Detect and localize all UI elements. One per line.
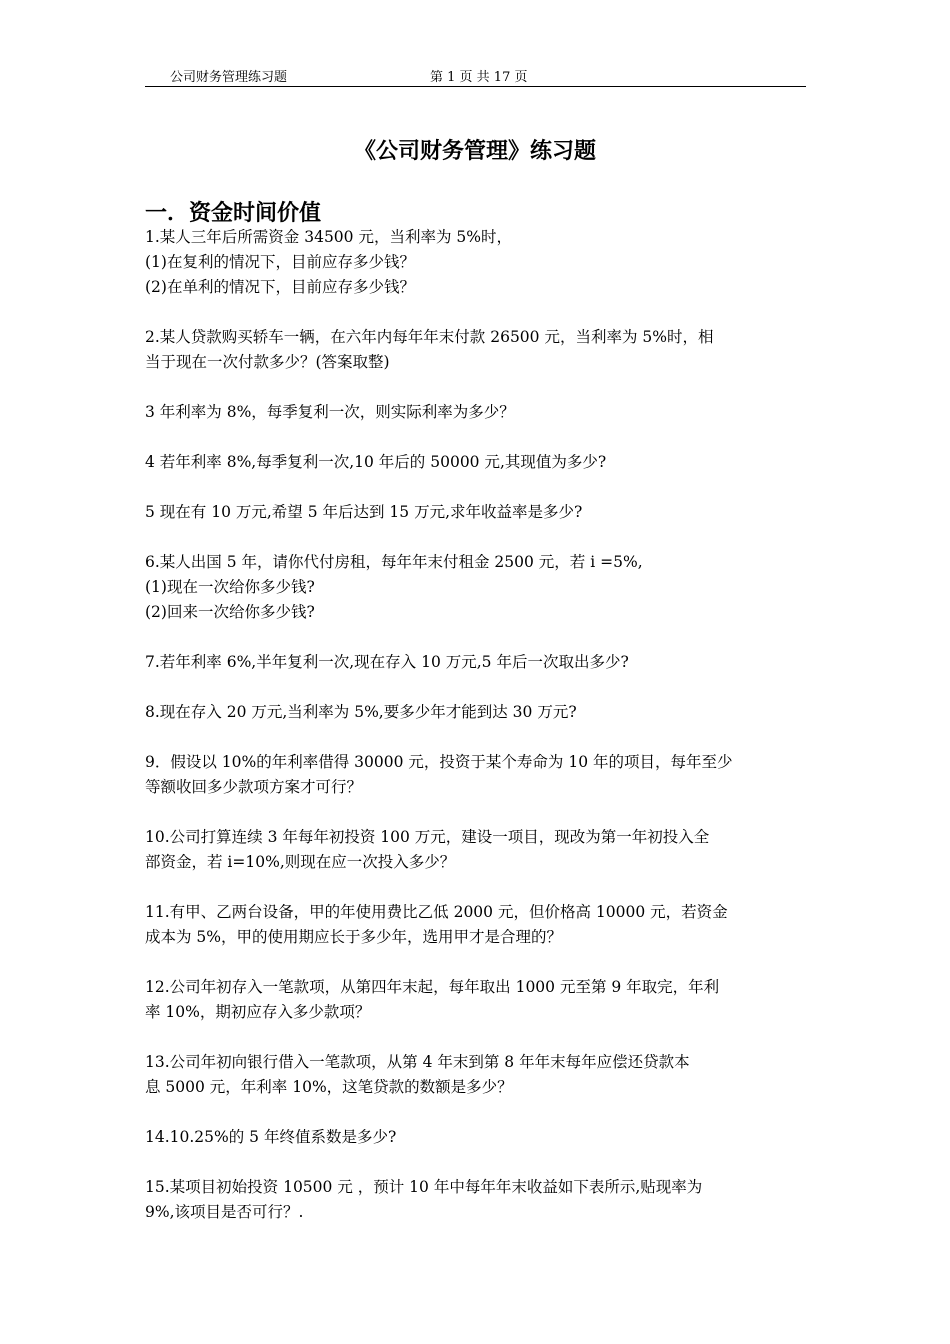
question-line: (1)在复利的情况下，目前应存多少钱？ <box>145 253 415 271</box>
question-line: (2)在单利的情况下，目前应存多少钱？ <box>145 278 415 296</box>
question-item <box>145 325 810 375</box>
section-heading: 一．资金时间价值 <box>145 201 322 226</box>
question-line: 11.有甲、乙两台设备，甲的年使用费比乙低 2000 元，但价格高 10000 元，若资金 <box>145 903 728 921</box>
question-line: 14.10.25%的 5 年终值系数是多少? <box>145 1128 397 1146</box>
question-item <box>145 500 810 525</box>
question-line: 10.公司打算连续 3 年每年初投资 100 万元，建设一项目，现改为第一年初投入全 <box>145 828 710 846</box>
question-item <box>145 225 810 300</box>
document-title: 《公司财务管理》练习题 <box>353 139 596 164</box>
question-line: 息 5000 元，年利率 10%，这笔贷款的数额是多少？ <box>145 1078 513 1096</box>
question-item <box>145 450 810 475</box>
question-item <box>145 750 810 800</box>
question-line: 13.公司年初向银行借入一笔款项，从第 4 年末到第 8 年年末每年应偿还贷款本 <box>145 1053 690 1071</box>
question-line: 率 10%，期初应存入多少款项？ <box>145 1003 371 1021</box>
question-line: 3 年利率为 8%，每季复利一次，则实际利率为多少？ <box>145 403 515 421</box>
question-line: 5 现在有 10 万元,希望 5 年后达到 15 万元,求年收益率是多少? <box>145 503 583 521</box>
question-line: 15.某项目初始投资 10500 元 ，预计 10 年中每年年末收益如下表所示,贴现率为 <box>145 1178 703 1196</box>
question-line: 9%,该项目是否可行？. <box>145 1203 304 1221</box>
question-item <box>145 550 810 625</box>
question-line: 6.某人出国 5 年，请你代付房租，每年年末付租金 2500 元，若 i =5%, <box>145 553 643 571</box>
question-line: 当于现在一次付款多少？(答案取整) <box>145 353 390 371</box>
question-line: 成本为 5%，甲的使用期应长于多少年，选用甲才是合理的？ <box>145 928 563 946</box>
question-line: 部资金，若 i=10%,则现在应一次投入多少？ <box>145 853 456 871</box>
question-line: 7.若年利率 6%,半年复利一次,现在存入 10 万元,5 年后一次取出多少? <box>145 653 629 671</box>
question-item <box>145 1050 810 1100</box>
question-item <box>145 825 810 875</box>
question-item <box>145 975 810 1025</box>
question-line: 12.公司年初存入一笔款项，从第四年末起，每年取出 1000 元至第 9 年取完，年利 <box>145 978 720 996</box>
header-page-number: 第 1 页 共 17 页 <box>430 70 528 85</box>
question-line: (1)现在一次给你多少钱? <box>145 578 315 596</box>
question-item <box>145 1125 810 1150</box>
question-line: 2.某人贷款购买轿车一辆，在六年内每年年末付款 26500 元，当利率为 5%时，相 <box>145 328 714 346</box>
question-item <box>145 900 810 950</box>
question-item <box>145 1175 810 1225</box>
question-line: 等额收回多少款项方案才可行？ <box>145 778 363 796</box>
question-line: 9．假设以 10%的年利率借得 30000 元，投资于某个寿命为 10 年的项目，每年至少 <box>145 753 733 771</box>
question-line: 8.现在存入 20 万元,当利率为 5%,要多少年才能到达 30 万元? <box>145 703 577 721</box>
page-header <box>145 66 806 87</box>
question-line: (2)回来一次给你多少钱? <box>145 603 315 621</box>
question-line: 4 若年利率 8%,每季复利一次,10 年后的 50000 元,其现值为多少? <box>145 453 607 471</box>
question-item <box>145 700 810 725</box>
question-item <box>145 650 810 675</box>
question-item <box>145 400 810 425</box>
header-doc-title: 公司财务管理练习题 <box>170 70 288 85</box>
question-line: 1.某人三年后所需资金 34500 元，当利率为 5%时， <box>145 228 512 246</box>
question-list <box>145 225 810 1250</box>
